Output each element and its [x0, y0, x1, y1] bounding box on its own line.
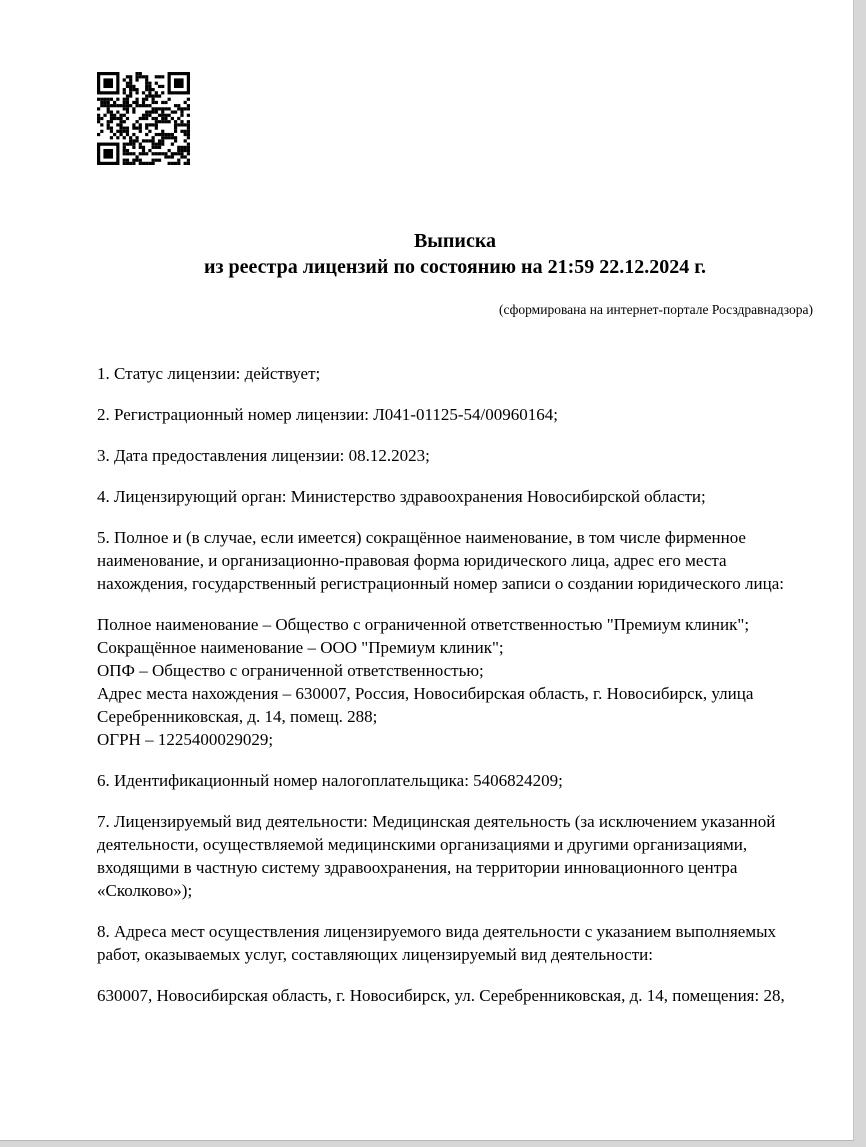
paragraph	[97, 362, 813, 385]
paragraph-line: 2. Регистрационный номер лицензии: Л041-01125-54/00960164;	[97, 405, 558, 424]
paragraph	[97, 920, 813, 966]
paragraph	[97, 485, 813, 508]
document-content	[97, 228, 813, 1007]
paragraph-line: ОПФ – Общество с ограниченной ответственностью;	[97, 661, 484, 680]
paragraph	[97, 403, 813, 426]
document-title	[97, 228, 813, 280]
paragraph-line: ОГРН – 1225400029029;	[97, 730, 274, 749]
paragraph-line: 8. Адреса мест осуществления лицензируемого вида деятельности с указанием выполняемых работ, оказываемых услуг, составляющих лицензируемый вид деятельности:	[97, 922, 776, 964]
paragraph-line: 5. Полное и (в случае, если имеется) сокращённое наименование, в том числе фирменное наименование, и организационно-правовая форма юридического лица, адрес его места нахождения, государственный регистрационный номер записи о создании юридического лица:	[97, 528, 785, 593]
title-line-2: из реестра лицензий по состоянию на 21:59 22.12.2024 г.	[203, 256, 707, 278]
qr-code-icon	[97, 72, 190, 165]
paragraph-line: Полное наименование – Общество с ограниченной ответственностью "Премиум клиник";	[97, 615, 750, 634]
title-line-1: Выписка	[413, 230, 497, 252]
paragraph-line: 7. Лицензируемый вид деятельности: Медицинская деятельность (за исключением указанной деятельности, осуществляемой медицинскими организациями и другими организациями, входящими в частную систему здравоохранения, на территории инновационного центра «Сколково»);	[97, 812, 776, 900]
paragraph-line: Адрес места нахождения – 630007, Россия, Новосибирская область, г. Новосибирск, улица Серебренниковская, д. 14, помещ. 288;	[97, 684, 754, 726]
paragraph-line: 630007, Новосибирская область, г. Новосибирск, ул. Серебренниковская, д. 14, помещения: 28,	[97, 986, 785, 1005]
paragraph	[97, 444, 813, 467]
paragraph	[97, 810, 813, 902]
document-body	[97, 362, 813, 1007]
paragraph-line: 6. Идентификационный номер налогоплательщика: 5406824209;	[97, 771, 563, 790]
document-subtitle: (сформирована на интернет-портале Росздравнадзора)	[498, 302, 813, 317]
paragraph	[97, 613, 813, 751]
paragraph-line: Сокращённое наименование – ООО "Премиум клиник";	[97, 638, 504, 657]
paragraph-line: 1. Статус лицензии: действует;	[97, 364, 321, 383]
paragraph	[97, 526, 813, 595]
paragraph	[97, 984, 813, 1007]
paragraph-line: 3. Дата предоставления лицензии: 08.12.2023;	[97, 446, 430, 465]
paragraph-line: 4. Лицензирующий орган: Министерство здравоохранения Новосибирской области;	[97, 487, 706, 506]
paragraph	[97, 769, 813, 792]
